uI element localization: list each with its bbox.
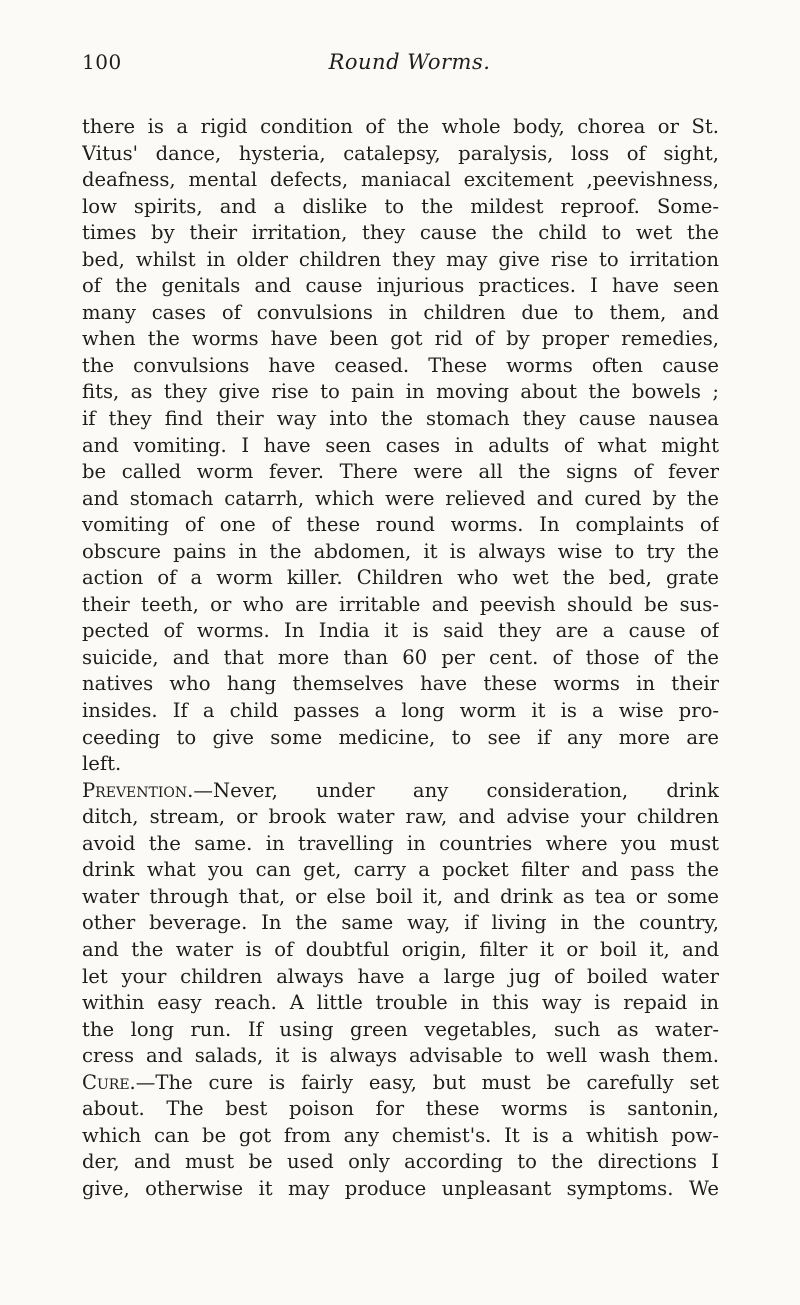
line-text: avoid the same. in travelling in countries where you must (82, 831, 719, 855)
line-text: —The cure is fairly easy, but must be carefully set (135, 1070, 719, 1094)
text-line (82, 645, 719, 672)
line-text: be called worm fever. There were all the signs of fever (82, 460, 719, 484)
text-line (82, 751, 719, 778)
line-text: low spirits, and a dislike to the mildest reproof. Some- (82, 194, 719, 218)
line-text: cress and salads, it is always advisable to well wash them. (82, 1044, 719, 1068)
text-line (82, 910, 719, 937)
line-text: —Never, under any consideration, drink (193, 778, 719, 802)
text-line (82, 247, 719, 274)
text-line (82, 698, 719, 725)
text-line (82, 1043, 719, 1070)
section-heading: Prevention. (82, 778, 194, 802)
text-line (82, 141, 719, 168)
line-text: many cases of convulsions in children due to them, and (82, 300, 719, 324)
text-line (82, 804, 719, 831)
line-text: when the worms have been got rid of by proper remedies, (82, 327, 719, 351)
line-text: suicide, and that more than 60 per cent. of those of the (82, 645, 719, 669)
page-number: 100 (82, 50, 122, 74)
line-text: obscure pains in the abdomen, it is always wise to try the (82, 539, 719, 563)
text-line (82, 1017, 719, 1044)
section-heading: Cure. (82, 1070, 136, 1094)
text-line (82, 592, 719, 619)
text-line (82, 1123, 719, 1150)
line-text: water through that, or else boil it, and drink as tea or some (82, 884, 719, 908)
text-line (82, 1176, 719, 1203)
line-text: left. (82, 752, 122, 776)
line-text: the long run. If using green vegetables, such as water- (82, 1017, 719, 1041)
line-text: if they find their way into the stomach they cause nausea (82, 407, 719, 431)
text-line (82, 167, 719, 194)
text-line (82, 884, 719, 911)
line-text: der, and must be used only according to the directions I (82, 1150, 719, 1174)
text-line (82, 990, 719, 1017)
text-line (82, 1149, 719, 1176)
line-text: their teeth, or who are irritable and peevish should be sus- (82, 592, 719, 616)
text-line (82, 831, 719, 858)
line-text: action of a worm killer. Children who wet the bed, grate (82, 566, 719, 590)
text-line (82, 459, 719, 486)
line-text: bed, whilst in older children they may give rise to irritation (82, 247, 719, 271)
text-line (82, 220, 719, 247)
running-title: Round Worms. (328, 50, 491, 74)
line-text: drink what you can get, carry a pocket filter and pass the (82, 858, 719, 882)
page-header (82, 50, 717, 90)
line-text: vomiting of one of these round worms. In complaints of (82, 513, 719, 537)
text-line (82, 539, 719, 566)
line-text: fits, as they give rise to pain in moving about the bowels ; (82, 380, 719, 404)
text-line (82, 406, 719, 433)
text-line (82, 565, 719, 592)
line-text: and stomach catarrh, which were relieved and cured by the (82, 486, 719, 510)
paragraph-heading-line (82, 778, 719, 805)
line-text: ditch, stream, or brook water raw, and advise your children (82, 805, 719, 829)
line-text: let your children always have a large jug of boiled water (82, 964, 719, 988)
text-line (82, 671, 719, 698)
line-text: and vomiting. I have seen cases in adults of what might (82, 433, 719, 457)
line-text: which can be got from any chemist's. It is a whitish pow- (82, 1123, 719, 1147)
text-line (82, 618, 719, 645)
line-text: pected of worms. In India it is said they are a cause of (82, 619, 719, 643)
line-text: times by their irritation, they cause the child to wet the (82, 221, 719, 245)
text-line (82, 353, 719, 380)
line-text: insides. If a child passes a long worm it is a wise pro- (82, 699, 719, 723)
text-line (82, 725, 719, 752)
line-text: deafness, mental defects, maniacal excitement ,peevishness, (82, 168, 719, 192)
line-text: give, otherwise it may produce unpleasant symptoms. We (82, 1176, 719, 1200)
body-text (82, 114, 719, 1202)
line-text: there is a rigid condition of the whole body, chorea or St. (82, 115, 719, 138)
text-line (82, 486, 719, 513)
text-line (82, 300, 719, 327)
line-text: of the genitals and cause injurious practices. I have seen (82, 274, 719, 298)
text-line (82, 964, 719, 991)
text-line (82, 273, 719, 300)
line-text: the convulsions have ceased. These worms often cause (82, 353, 719, 377)
text-line (82, 937, 719, 964)
text-line (82, 433, 719, 460)
text-line (82, 326, 719, 353)
text-line (82, 194, 719, 221)
text-line (82, 114, 719, 141)
line-text: natives who hang themselves have these worms in their (82, 672, 719, 696)
line-text: ceeding to give some medicine, to see if any more are (82, 725, 719, 749)
paragraph-heading-line (82, 1070, 719, 1097)
text-line (82, 379, 719, 406)
line-text: other beverage. In the same way, if living in the country, (82, 911, 719, 935)
text-line (82, 512, 719, 539)
line-text: Vitus' dance, hysteria, catalepsy, paralysis, loss of sight, (82, 141, 719, 165)
line-text: about. The best poison for these worms is santonin, (82, 1097, 719, 1121)
text-line (82, 1096, 719, 1123)
line-text: within easy reach. A little trouble in this way is repaid in (82, 991, 719, 1015)
text-line (82, 857, 719, 884)
line-text: and the water is of doubtful origin, filter it or boil it, and (82, 937, 719, 961)
